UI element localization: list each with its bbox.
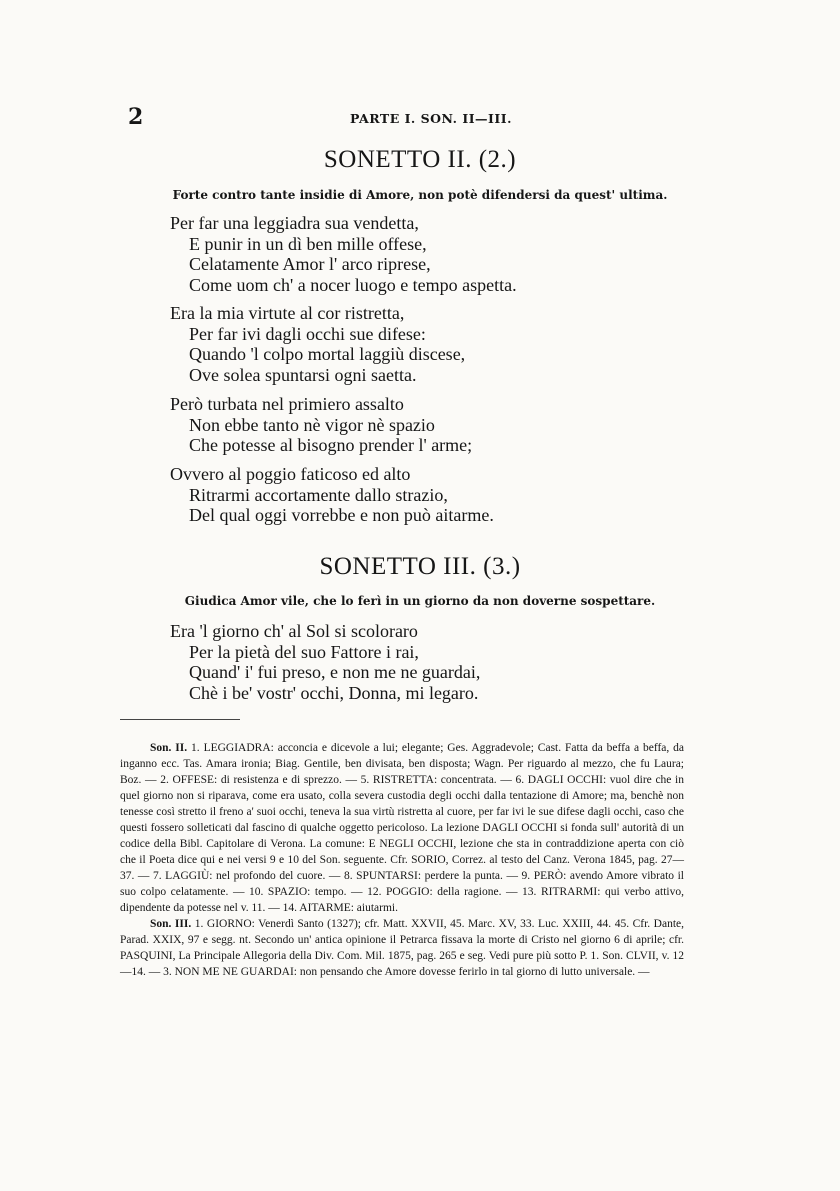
verse: Celatamente Amor l' arco riprese, (189, 254, 431, 274)
verse: Che potesse al bisogno prender l' arme; (189, 435, 473, 455)
verse: Del qual oggi vorrebbe e non può aitarme. (189, 505, 494, 525)
verse: Ove solea spuntarsi ogni saetta. (189, 364, 417, 385)
sonnet-2-title: SONETTO II. (2.) (323, 146, 517, 173)
sonnet-3-title: SONETTO III. (3.) (319, 553, 521, 580)
sonnet-2-stanza-4 (170, 464, 494, 526)
verse: Era 'l giorno ch' al Sol si scoloraro (170, 621, 418, 641)
verse: Per la pietà del suo Fattore i rai, (189, 641, 419, 662)
sonnet-2-stanza-1 (170, 213, 517, 295)
sonnet-3-subtitle: Giudica Amor vile, che lo ferì in un giorno da non doverne sospettare. (184, 594, 656, 608)
running-head: PARTE I. SON. II—III. (350, 111, 512, 126)
verse: Quand' i' fui preso, e non me ne guardai, (189, 662, 481, 682)
sonnet-2-subtitle: Forte contro tante insidie di Amore, non potè difendersi da quest' ultima. (172, 188, 668, 202)
sonnet-3-stanza-1 (170, 621, 480, 703)
footnote-divider (120, 719, 240, 720)
verse: Ritrarmi accortamente dallo strazio, (189, 484, 448, 505)
verse: E punir in un dì ben mille offese, (189, 233, 427, 254)
sonnet-2-stanza-3 (170, 394, 472, 456)
verse: Come uom ch' a nocer luogo e tempo aspetta. (189, 274, 517, 295)
note-label: Son. III. (150, 918, 192, 930)
verse: Non ebbe tanto nè vigor nè spazio (189, 414, 435, 435)
note-sonnet-2 (120, 740, 684, 916)
page-number: 2 (128, 104, 144, 130)
verse: Per far ivi dagli occhi sue difese: (189, 323, 426, 344)
verse: Per far una leggiadra sua vendetta, (170, 213, 419, 233)
verse: Chè i be' vostr' occhi, Donna, mi legaro. (189, 682, 479, 703)
note-sonnet-3 (120, 916, 684, 980)
sonnet-2-stanza-2 (170, 303, 465, 385)
footnotes (120, 740, 684, 980)
note-text: 1. GIORNO: Venerdì Santo (1327); cfr. Matt. XXVII, 45. Marc. XV, 33. Luc. XXIII, 44. 45. Cfr. Dante, Parad. XXIX, 97 e segg. nt. Secondo un' antica opinione il Petrarca fissava la morte di Cristo nel giorno 6 di aprile; cfr. PASQUINI, La Principale Allegoria della Div. Com. Mil. 1875, pag. 265 e seg. Vedi pure più sotto P. 1. Son. CLVII, v. 12—14. — 3. NON ME NE GUARDAI: non pensando che Amore dovesse ferirlo in tal giorno di lutto universale. — (120, 918, 685, 978)
note-text: 1. LEGGIADRA: acconcia e dicevole a lui; elegante; Ges. Aggradevole; Cast. Fatta da beffa a beffa, da inganno ecc. Tas. Amara ironia; Biag. Gentile, ben divisata, ben disposta; Wagn. Per riguardo al mezzo, che fu Laura; Boz. — 2. OFFESE: di resistenza e di sprezzo. — 5. RISTRETTA: concentrata. — 6. DAGLI OCCHI: vuol dire che in quel giorno non si riparava, come era usato, colla severa custodia degli occhi dalla tentazione di Amore; ma, benchè non tenesse così stretto il freno a' suoi occhi, teneva la sua virtù ristretta al cuore, per far ivi le sue difese dagli occhi, caso che questi fossero solleticati dal fascino di qualche oggetto pericoloso. La lezione DAGLI OCCHI si fonda sull' autorità di un codice della Bibl. Capitolare di Verona. La comune: E NEGLI OCCHI, lezione che sta in contraddizione aperta con ciò che il Poeta dice qui e nei versi 9 e 10 del Son. seguente. Cfr. SORIO, Correz. al testo del Canz. Verona 1845, pag. 27—37. — 7. LAGGIÙ: nel profondo del cuore. — 8. SPUNTARSI: perdere la punta. — 9. PERÒ: avendo Amore vibrato il suo colpo celatamente. — 10. SPAZIO: tempo. — 12. POGGIO: della ragione. — 13. RITRARMI: qui verbo attivo, dipendente da potesse nel v. 11. — 14. AITARME: aiutarmi. (120, 742, 684, 914)
verse: Ovvero al poggio faticoso ed alto (170, 464, 411, 484)
verse: Era la mia virtute al cor ristretta, (170, 303, 405, 323)
verse: Quando 'l colpo mortal laggiù discese, (189, 344, 466, 364)
note-label: Son. II. (150, 742, 188, 754)
verse: Però turbata nel primiero assalto (170, 394, 404, 414)
